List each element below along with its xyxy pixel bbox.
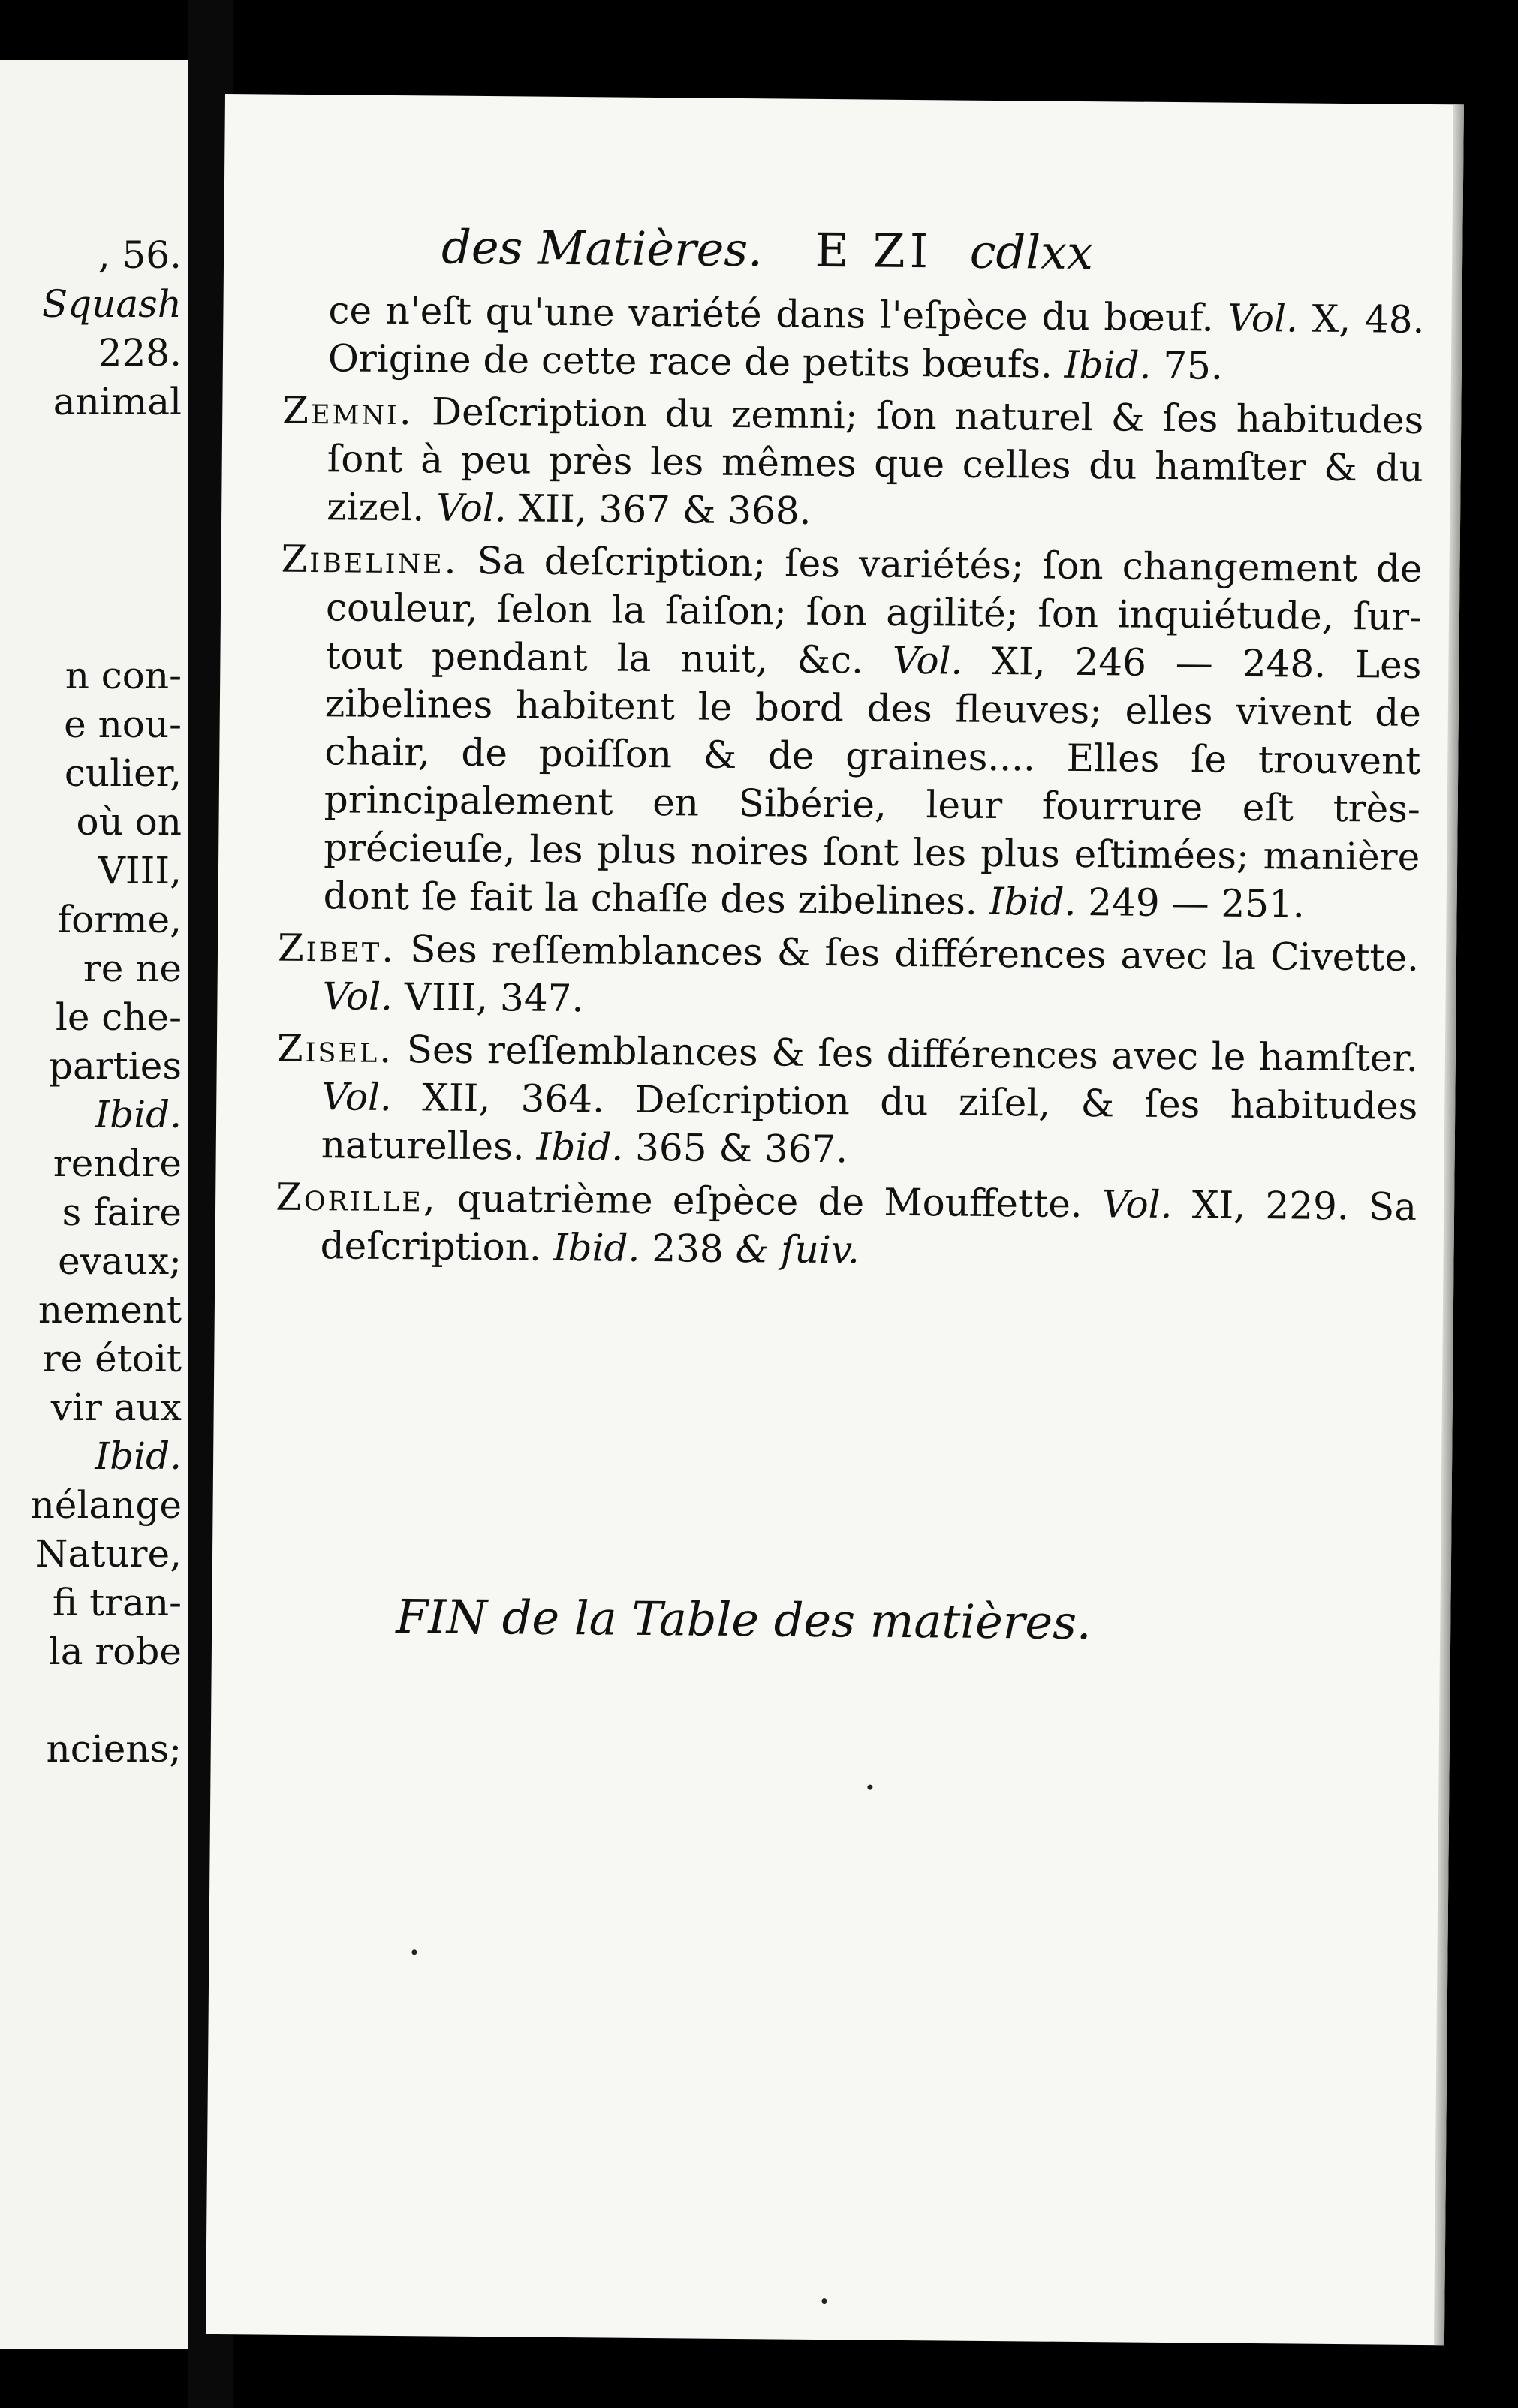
vol-abbrev: Vol. xyxy=(322,974,393,1019)
entry-text: XI, 246 — 248. Les zibelines habitent le bord des fleuves; elles vivent de chair, de poiſſon & de graines.... Elles ſe trouvent principalement en Sibérie, leur fourrure eſt très-précieuſe, les plus noires ſont les plus eſtimées; manière dont ſe fait la chaſſe des zibelines. xyxy=(323,639,1422,923)
left-page-line: Squash xyxy=(41,282,182,326)
left-page-line: VIII, xyxy=(98,849,182,892)
right-page xyxy=(206,94,1464,2345)
entry-text: XII, 367 & 368. xyxy=(506,486,812,533)
left-page-line: 228. xyxy=(98,331,182,375)
entry-text: quatrième eſpèce de Mouffette. xyxy=(437,1176,1103,1227)
entry-text: Ses reſſemblances & ſes différences avec la Civette. xyxy=(395,927,1420,980)
page-edge xyxy=(1434,104,1464,2345)
left-page-line: n con- xyxy=(65,654,182,697)
running-head-title: des Matières. xyxy=(441,219,764,278)
vol-abbrev: Vol. xyxy=(1227,296,1299,341)
page-number: cdlxx xyxy=(969,224,1094,281)
entry-text: 238 xyxy=(640,1226,736,1271)
entry-continuation xyxy=(283,286,1425,392)
left-page-line: animal xyxy=(53,380,182,423)
ink-speck xyxy=(411,1949,417,1955)
left-page-line: vir aux xyxy=(50,1386,182,1429)
vol-abbrev: Vol. xyxy=(435,486,508,531)
left-page-line: où on xyxy=(76,800,182,844)
left-page-line: Nature, xyxy=(35,1532,182,1576)
entry-zorille xyxy=(275,1173,1417,1279)
ibid-abbrev: Ibid. xyxy=(989,879,1077,924)
left-page-line: Ibid. xyxy=(95,1093,182,1136)
left-page-line: culier, xyxy=(64,751,182,795)
entry-zisel xyxy=(276,1025,1419,1178)
entry-headword: Zisel. xyxy=(276,1026,394,1072)
entry-text: Sa deſcription; ſes variétés; ſon changement de couleur, ſelon la ſaiſon; ſon agilité; ſon inquiétude, ſur-tout pendant la nuit, &c. xyxy=(325,538,1423,682)
left-page-line: parties xyxy=(48,1044,182,1088)
left-page-line: nélange xyxy=(30,1483,182,1527)
entry-zemni xyxy=(282,387,1424,540)
entry-headword: Zemni. xyxy=(282,388,414,434)
left-page-line: evaux; xyxy=(58,1239,182,1283)
end-of-table-note: FIN de la Table des matières. xyxy=(395,1589,1092,1651)
entry-text: 75. xyxy=(1151,343,1224,388)
left-page-line: nement xyxy=(38,1288,182,1332)
entry-zibeline xyxy=(278,535,1422,929)
entry-text: Deſcription du zemni; ſon naturel & ſes habitudes ſont à peu près les mêmes que celles du hamſter & du zizel. xyxy=(326,390,1424,530)
left-page-line: Ibid. xyxy=(95,1434,182,1478)
entry-text: ce n'eſt qu'une variété dans l'eſpèce du bœuf. xyxy=(328,288,1228,340)
vol-abbrev: Vol. xyxy=(892,638,963,683)
left-page-line: nciens; xyxy=(46,1727,182,1771)
running-head xyxy=(441,220,1403,283)
ibid-abbrev: Ibid. xyxy=(1064,342,1152,387)
ink-speck xyxy=(821,2298,827,2304)
vol-abbrev: Vol. xyxy=(1101,1182,1173,1227)
left-page-line: forme, xyxy=(57,898,182,941)
ibid-abbrev: Ibid. xyxy=(536,1124,624,1169)
left-facing-page xyxy=(0,60,188,2349)
ink-speck xyxy=(867,1785,872,1790)
entry-text: 249 — 251. xyxy=(1076,880,1306,926)
left-page-line: le che- xyxy=(55,995,182,1039)
suiv-abbrev: & ſuiv. xyxy=(735,1227,860,1272)
index-entries xyxy=(275,286,1424,1284)
entry-headword: Zibeline. xyxy=(281,537,459,582)
entry-text: XI, 229. Sa deſcription. xyxy=(320,1183,1417,1269)
left-page-line: re ne xyxy=(83,947,182,990)
entry-zibet xyxy=(277,924,1419,1030)
left-page-line: e nou- xyxy=(64,703,182,746)
left-page-line: re étoit xyxy=(42,1337,182,1380)
entry-text: VIII, 347. xyxy=(392,974,584,1021)
left-page-line: rendre xyxy=(53,1142,182,1185)
left-page-line: s faire xyxy=(62,1190,182,1234)
left-page-line: , 56. xyxy=(98,233,182,277)
entry-text: XII, 364. Deſcription du ziſel, & ſes habitudes naturelles. xyxy=(321,1075,1418,1169)
entry-text: Ses reſſemblances & ſes différences avec le hamſter. xyxy=(393,1028,1419,1080)
entry-text: 365 & 367. xyxy=(623,1125,848,1172)
entry-headword: Zibet. xyxy=(277,926,396,971)
left-page-line: la robe xyxy=(48,1630,182,1673)
entry-text: X, 48. Origine de cette race de petits bœufs. xyxy=(327,296,1425,387)
running-head-letters: E ZI xyxy=(815,222,933,279)
entry-headword: Zorille, xyxy=(275,1175,438,1221)
vol-abbrev: Vol. xyxy=(321,1075,393,1119)
left-page-line: fi tran- xyxy=(52,1581,182,1624)
ibid-abbrev: Ibid. xyxy=(553,1225,640,1270)
